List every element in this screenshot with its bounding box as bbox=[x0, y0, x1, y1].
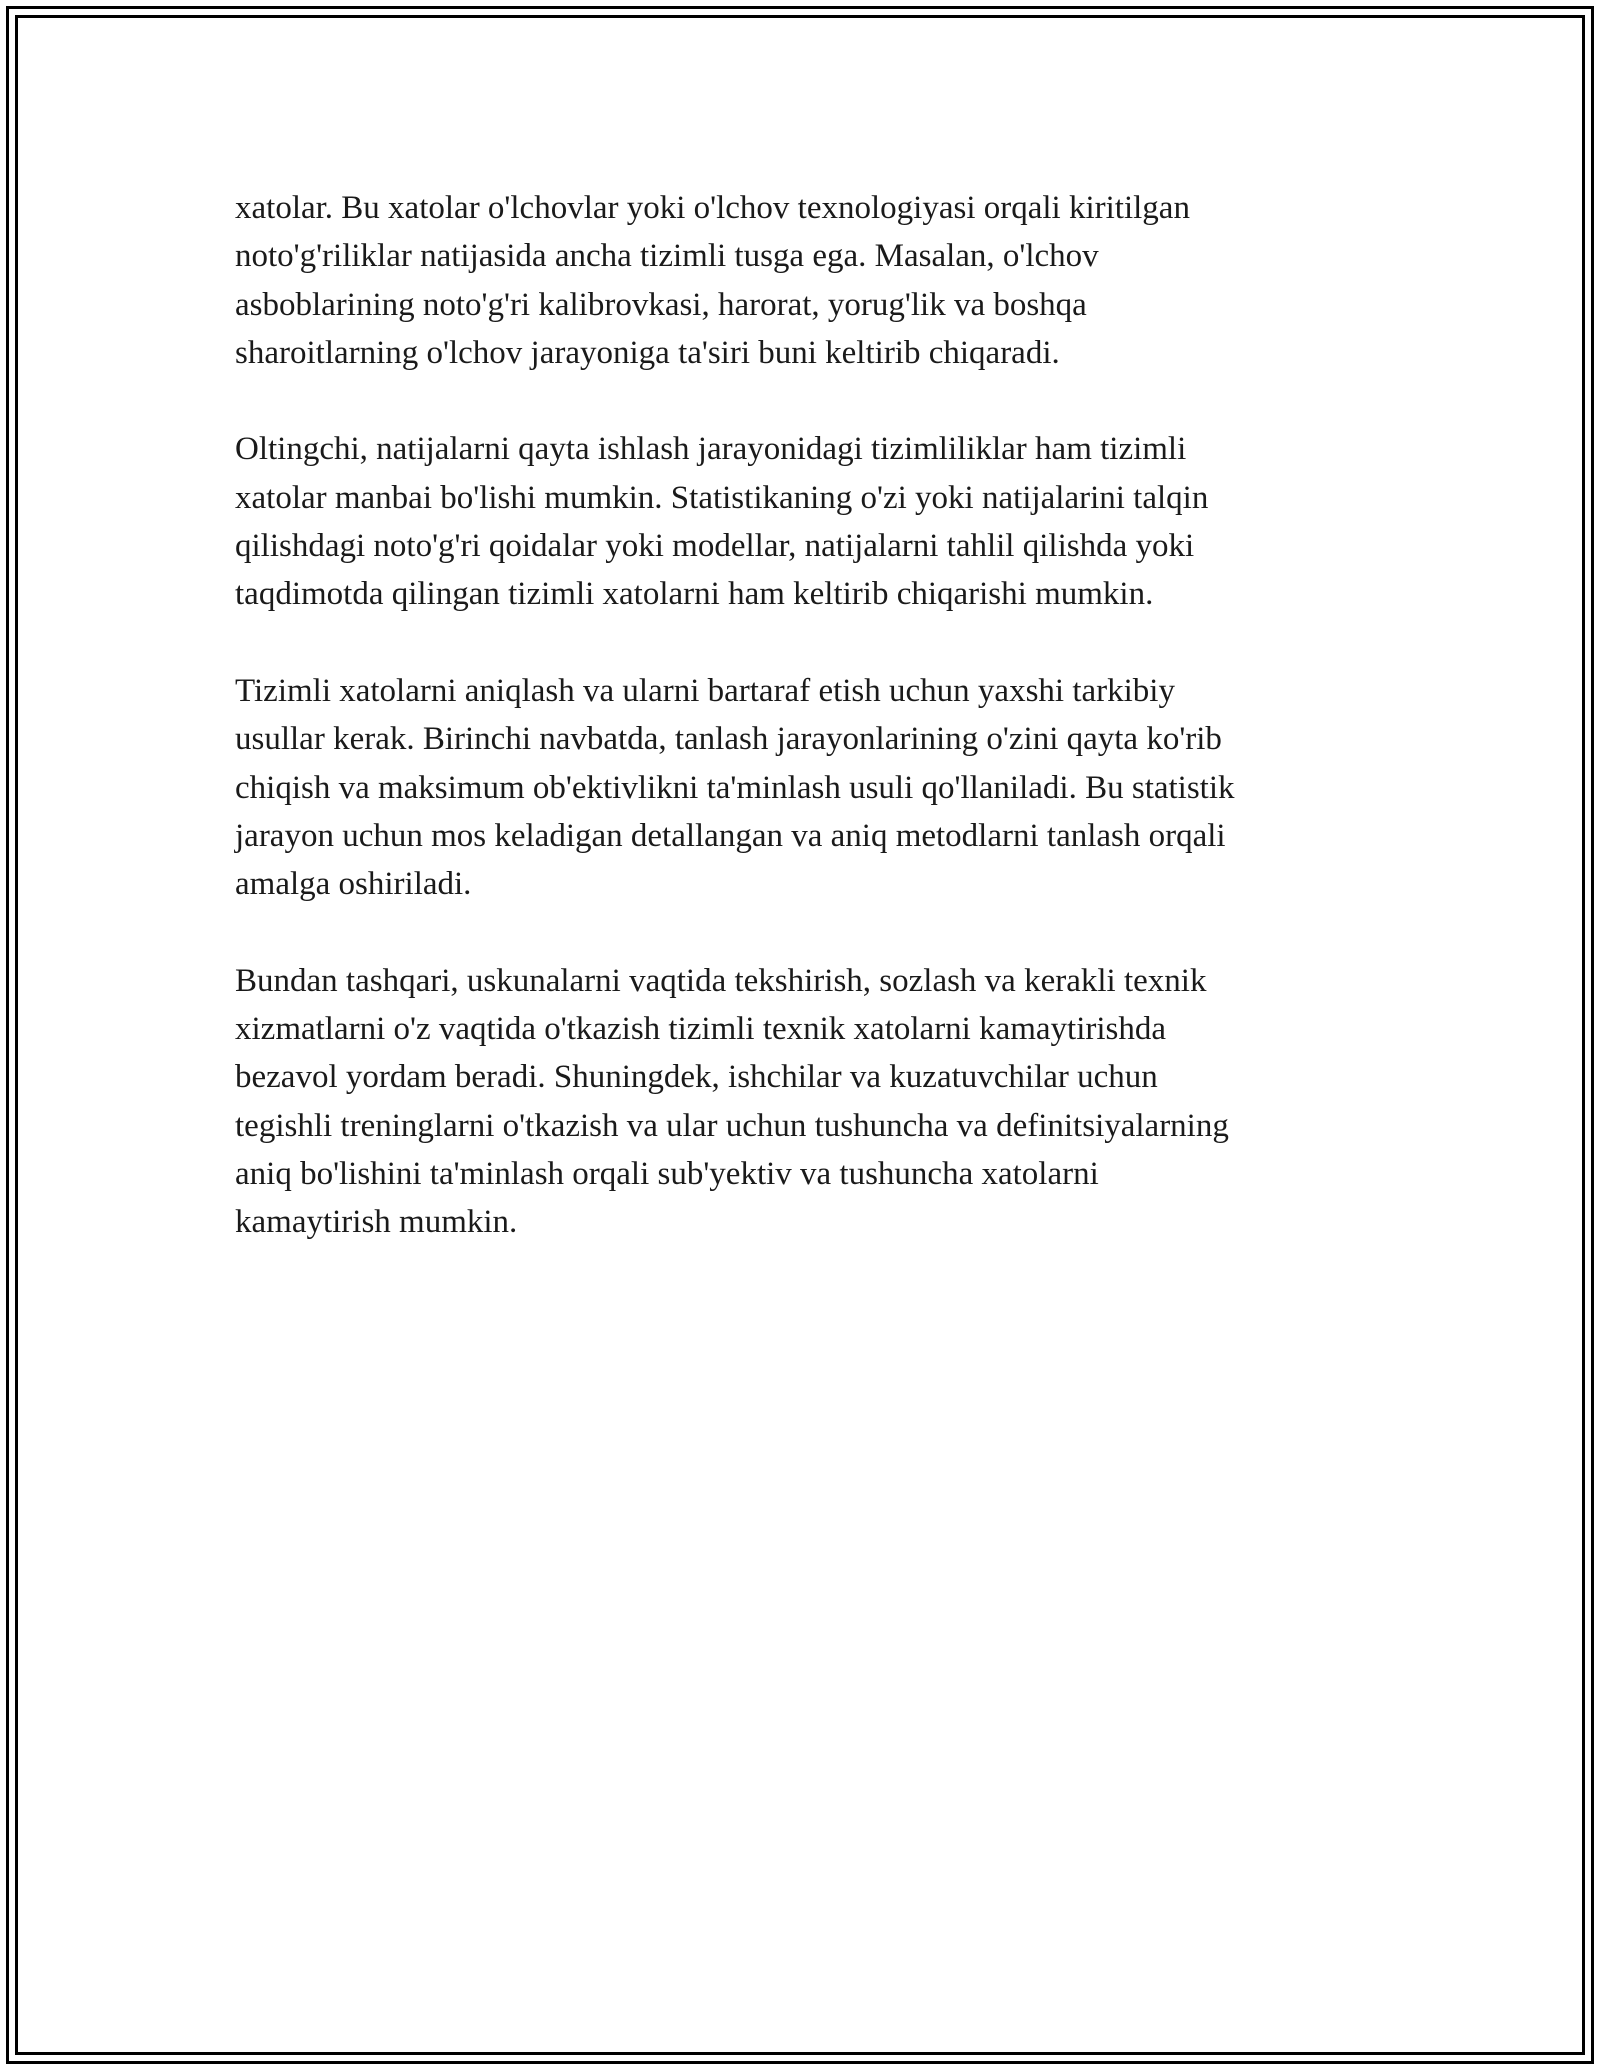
text-line: usullar kerak. Birinchi navbatda, tanlash jarayonlarining o'zini qayta ko'rib bbox=[235, 721, 1222, 758]
text-line: qilishdagi noto'g'ri qoidalar yoki modellar, natijalarni tahlil qilishda yoki bbox=[235, 528, 1195, 565]
text-line: tegishli treninglarni o'tkazish va ular uchun tushuncha va definitsiyalarning bbox=[235, 1107, 1229, 1144]
text-line: amalga oshiriladi. bbox=[235, 866, 472, 903]
text-line: taqdimotda qilingan tizimli xatolarni ham keltirib chiqarishi mumkin. bbox=[235, 576, 1154, 613]
text-line: xizmatlarni o'z vaqtida o'tkazish tizimli texnik xatolarni kamaytirishda bbox=[235, 1011, 1167, 1048]
paragraph-3 bbox=[235, 667, 1365, 908]
text-line: aniq bo'lishini ta'minlash orqali sub'yektiv va tushuncha xatolarni bbox=[235, 1155, 1099, 1192]
text-line: asboblarining noto'g'ri kalibrovkasi, harorat, yorug'lik va boshqa bbox=[235, 286, 1087, 323]
text-line: noto'g'riliklar natijasida ancha tizimli tusga ega. Masalan, o'lchov bbox=[235, 238, 1099, 275]
text-line: kamaytirish mumkin. bbox=[235, 1204, 518, 1241]
text-line: jarayon uchun mos keladigan detallangan va aniq metodlarni tanlash orqali bbox=[235, 817, 1226, 854]
text-line: xatolar. Bu xatolar o'lchovlar yoki o'lchov texnologiyasi orqali kiritilgan bbox=[235, 190, 1190, 226]
text-line: bezavol yordam beradi. Shuningdek, ishchilar va kuzatuvchilar uchun bbox=[235, 1059, 1158, 1096]
text-line: chiqish va maksimum ob'ektivlikni ta'minlash usuli qo'llaniladi. Bu statistik bbox=[235, 769, 1235, 806]
document-body bbox=[235, 184, 1365, 1295]
text-line: Bundan tashqari, uskunalarni vaqtida tekshirish, sozlash va kerakli texnik bbox=[235, 962, 1207, 999]
text-line: Oltingchi, natijalarni qayta ishlash jarayonidagi tizimliliklar ham tizimli bbox=[235, 431, 1187, 468]
paragraph-4 bbox=[235, 957, 1365, 1247]
text-line: sharoitlarning o'lchov jarayoniga ta'siri buni keltirib chiqaradi. bbox=[235, 334, 1060, 371]
text-line: xatolar manbai bo'lishi mumkin. Statistikaning o'zi yoki natijalarini talqin bbox=[235, 479, 1209, 516]
paragraph-1 bbox=[235, 184, 1365, 377]
text-line: Tizimli xatolarni aniqlash va ularni bartaraf etish uchun yaxshi tarkibiy bbox=[235, 672, 1175, 709]
paragraph-2 bbox=[235, 425, 1365, 618]
